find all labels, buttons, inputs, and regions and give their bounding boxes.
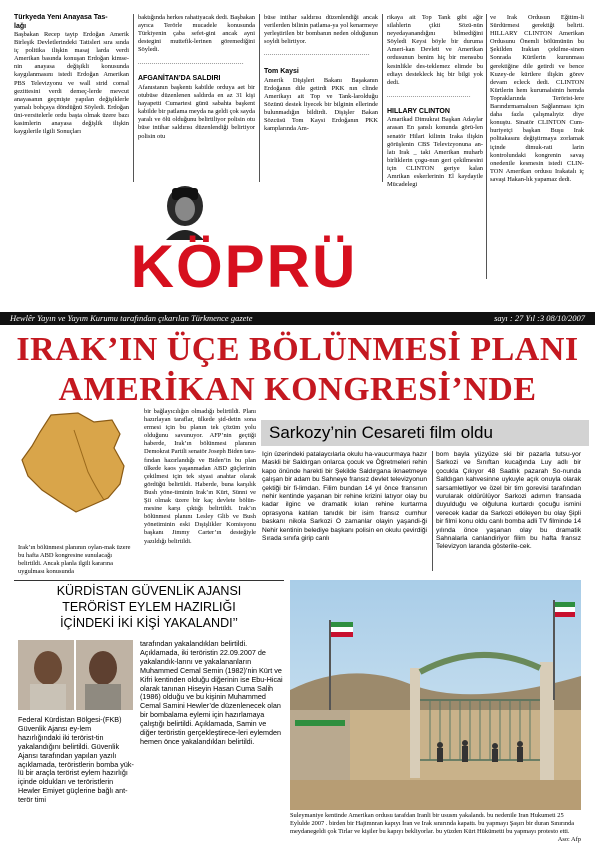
section-rule — [14, 580, 284, 581]
column-divider — [432, 451, 433, 571]
dotted-separator: ..................................................... — [138, 60, 244, 67]
terror-col-2: tarafından yakalandıkları belirtildi. Açıklamada, iki teröristin 22.09.2007 de yakalandık-larını ve yakalananların Muhammed Cemal Semin (1982)’nin Kürt ve Kifri kentinden olduğu diğerinin ise Ebu-Hicai olarak tanınan Hiseyin Hasan Cuma Salih (1986) olduğu ve bu kişinin Muhammed Cemal Samini Hewler’de düzenlenecek olan bir bombalama eylemi için hazırlamaya çalıştığı belirtildi. Açıklamada, Samin ve diğer teröristin gerçekleştirece-leri eylemden hemen önce yakalandıkları belirtildi. — [140, 640, 283, 746]
newspaper-logo: KÖPRÜ — [130, 233, 358, 300]
main-headline-line-2: AMERİKAN KONGRESİ’NDE — [58, 371, 537, 408]
article-body-afganistan-cont: büse intihar saldırısı düzenlendiği ancak verilerden bilinin patlama-ya yol kenarmeye yerleştirilen bir bombanın neden olduğunun soyldi belirtiyor. — [264, 14, 378, 46]
photo-credit: Aso: Afp — [557, 836, 581, 843]
iraq-story-body: bir bağlayıcılığın olmadığı belirtildi. Planı hazırlayan taraflar, ülkede şid-detin sona ermesi için bu planın tek çözüm yolu olduğunu savunuyor. AFP’nin geçtiği haberde, Irak’ın bölünmesi planının Demokrat Partili senatör Joseph Biden tara-fından hazırlandığı ve Biden’in bu plan ülkede kaos yaşanmadan ABD güçlerinin çekilmesi için tek siyasi anahtar olarak gördüğü belirtildi. Haberde, buna karşılık Bush yöne-timinin Irak’ın Kürt, Sünni ve Şii olmak üzere bir kaç devlete bölün-mesine karşı çıktığı belirtildi. Irak’ın bölünmesi planını Lesley Glib ve Bush yönetiminin eski Dışişlikler Komisyonu başkanı Jimmy Carter’ın desteğiyle yazıldığı belirtildi. — [144, 408, 256, 545]
article-body-anayasa-cont: baktığında herkes rahatiyacak dedi. Başbakan ayrıca Terörle mucadele konusunda Türkiyenin çaba sefet-gini ancak ayni destegini muttefik-lerinen göremediğini Söyledi. — [138, 14, 255, 54]
sarkozy-col-2: bom bayla yüzyüze ski bir pazarla tutsu-yor Sarkozi ve Sınıftan kucağında Luy adlı bir çocukla Çıkıyor 48 Saatlık pazarah So-nunda Salldıgan kahvesinne uykuyle açık onuyla olarak sarsamlettiyor ve özel bir tim gorevisi tarafından vurularak oldürülüyor Sarkozi adımın fransada duyulduğu ve olğuluna kurtardı çocuğu ismini verecek kadar da Sarkozi etkileyen bu olay Şipli bir filmi konu oldu canlı bomba adli TV filminde 14 yılında önce yaşanan olay bu dramatik Sahnalarla canlandiriyor filim bu hafta fransız Televizyon laranda gösterile-cek. — [436, 451, 581, 551]
issue-info: sayı : 27 Yıl :3 08/10/2007 — [494, 313, 585, 323]
article-body-hillary-clinton-cont: ve Irak Ordusun Eğitim-li Sürdürmesi gerektiği belirti. HILLARY CLINTON Amerikan Ordusunu Önemli bölümünün bu Şekilden Irakian çekilme-sinen Sonrada Kürtlerin kurunması gerektiğine dile getirdi ve bence Kuzey-de kürtlere ilişkin görev devam ecleck dedi. CLINTON Kürtlerin hem kurumalsinin hemda Topraklarında Terörist-lere Barındırmamalısın Sağlanması için daha fazla çalışmalıyiz diye konuştu. Sinatör CLINTON Cum-huriyetçi başkan Buşu Irak politakasını değiştirmaya zorlamak içinde dimuk-rati larin kontrolundaki kongrenin savaş onedenile kesmesin istedi CLIN-TON Amerikan ordusu Irakatalı iç savaşi Hakan-lık yapamaz dedi. — [490, 14, 584, 183]
article-heading-afganistan: AFGANİTAN’DA SALDIRI — [138, 75, 221, 83]
dotted-separator: .......................................... — [387, 92, 471, 99]
article-body-tom-kaysi: Amerik Dişişleri Bakanı Başakanın Erdoğanın dile getirdi PKK nın clinde Amerikayı ait Top ve Tank-larolduğu Sözünü destek liyecek bir bilginin ellerinde bulunmadığın bildirdi. Dişişler Bakan Sözcüsü Tom Kaysi Erdoğanın PKK kamplarında Am- — [264, 76, 378, 133]
column-2 — [138, 14, 255, 184]
article-body-tom-kaysi-cont: rikaya ait Top Tank gibi ağir silahlerin çikti Sözü-nün neyedayanandığını bilmediğini Söyledi Keysi böyle bir duruma Ameri-kan Devleti ve Amerikan ordusunun benim hiç bir mensubu kesinlikle des-teklemez elimde bu ediayı destekleck hiç bir bilgi yok dedi. — [387, 14, 483, 86]
article-body-anayasa: Başbakan Recep tayip Erdoğan Amerik Birleşik Devletlerindeki Tatisleri sıra sında iç politika ilişkin masaj larda verdi Amerikan basında konuşan Erdoğan kimse-nin anayasa değişikli konusunda kaygılanmasını istedi Erdoğan Amerikan PBS Televizyonu ve wall strid cornal gezittesini verdi demeç-lerde mevcut anayasanın geçmişte yapılan değişiklerle yamalı bohçaya döndüğnü Söyledi. Erdoğan üni-versitelerle ordu başta olmak üzere bazı kasimlerin anayasa değişlik ilişkin kaygılerile ilgili Sonuçları — [14, 31, 129, 136]
column-1 — [14, 14, 129, 182]
column-divider — [382, 14, 383, 182]
suspects-photo — [18, 640, 133, 710]
article-heading-anayasa: Türkyeda Yeni Anayasa Tas- lağı — [14, 14, 108, 30]
terror-headline-line-1: KÜRDİSTAN GÜVENLİK AJANSI — [56, 584, 242, 598]
terror-headline-line-2: TERÖRİST EYLEM HAZIRLIĞI — [62, 600, 236, 614]
sarkozy-headline: Sarkozy’nin Cesareti film oldu — [261, 420, 589, 446]
column-3 — [264, 14, 378, 184]
border-photo-caption — [290, 812, 581, 844]
article-body-hillary-clinton: Amarikad Dimukrat Başkan Adaylar arasan En şanslı konunda görü-len senatör Hilari kilintn Iraka ilişkin görüşlenin CBS Televizyonuna an-latı Irak _ taki Amerikan muharb birliklerin çogu-nun geri çekilmesini için CLINTON geriye kalan Amrikan eskerlerinin El kaydayile Mücadelegi — [387, 116, 483, 189]
iraq-map-image — [16, 410, 136, 515]
publisher-line: Hewlêr Yayın ve Yayım Kurumu tarafından çıkarılan Türkmence gazete — [10, 313, 253, 323]
terror-headline-line-3: İÇİNDEKİ İKİ KİŞİ YAKALANDI’’ — [60, 616, 238, 630]
terror-col-1: Federal Kürdistan Bölgesi-(FKB) Güvenlik Ajansı ey-lem hazırlığındaki iki terörist-tin yakalandığını belirtildi. Güvenlik Ajansı tarafından yapılan yazılı açıklamada, teröristlerin bomba yük-lü bir araçla terörist eylem hazırlığı içinde oldukları ve teröristlerin Hewler Emiyet güçlerine bağlı ant-terör timi — [18, 716, 134, 805]
border-crossing-photo — [290, 580, 581, 810]
column-5 — [490, 14, 584, 280]
column-divider — [486, 14, 487, 279]
masthead-banner — [0, 312, 595, 325]
dotted-separator: ..................................................... — [264, 51, 370, 58]
column-divider — [133, 14, 134, 182]
article-body-afganistan: Afanıstanın başkentı kabilde orduya aet bir otubüse düzenlenen saldırda en az 31 kişi hayapetti Cumartesi günü sabahta başkent kabilde bir patlama meyda na geldi çok sayda yaralı ve ölü olduğunu belirtiliyor polisin otu büse intihar saldırısı düzenlendiği belirtiyor polisin otu — [138, 83, 255, 140]
top-news-section — [14, 14, 584, 194]
caption-text: Suleymaniye kentinde Amerikan ordusu tarafdan Iranli bir ususm yakalandı. bu nedenile Iran Hukumeti 25 Eylulde 2007 . birden bir Hajimnran kapıyı İran ve Irak sınırında kapattı. bu yapmayı Şaşırı bir duran Sınırında meydanegeldi çok Tirlar ve kişiler bu kapıyı bekliyorlar. bu yüzden Kürt Hükümetti bu yapmayı protesto etti. — [290, 812, 575, 835]
iraq-map-caption: Irak’ın bölünmesi planının oylan-mak üzere bu hafta ABD kongresine sunulacağı belirtildi. Ancak planla ilgili kararına uygulması konusunda — [18, 544, 131, 575]
column-divider — [259, 14, 260, 182]
column-4 — [387, 14, 483, 204]
main-headline-line-1: IRAK’IN ÜÇE BÖLÜNMESİ PLANI — [16, 331, 579, 368]
sarkozy-col-1: İçin üzerindeki patalaycılarla okulu ha-vaucurmaya hazır Maskli bir Saldırgan onlarca çocuk ve Öğretmeleri rehin kapo önünde harekti bir Şekilde Saldırgana iknaetmeye çalışan bir adam bu Sahneye fransız devlet televizyonun çektiği bir fi-limdan. Filim bundan 14 yıl önce fransının nehir kentinde yaşanan bir rehine krizini latıyor olay bu kadar ilginc ve dramatik kılan rehine kurtarma oprasyona katılan tanıdık bir isim fransız cumhur baskanı nikola Sarkozi O zamanlar olayin yaşandi-ği Nehir kentinin belediye başkanı polisin en okulu çevirdiği Sırada sınıfa girip canlı — [262, 451, 427, 543]
article-heading-tom-kaysi: Tom Kaysi — [264, 68, 299, 76]
article-heading-hillary-clinton: HILLARY CLINTON — [387, 107, 450, 115]
